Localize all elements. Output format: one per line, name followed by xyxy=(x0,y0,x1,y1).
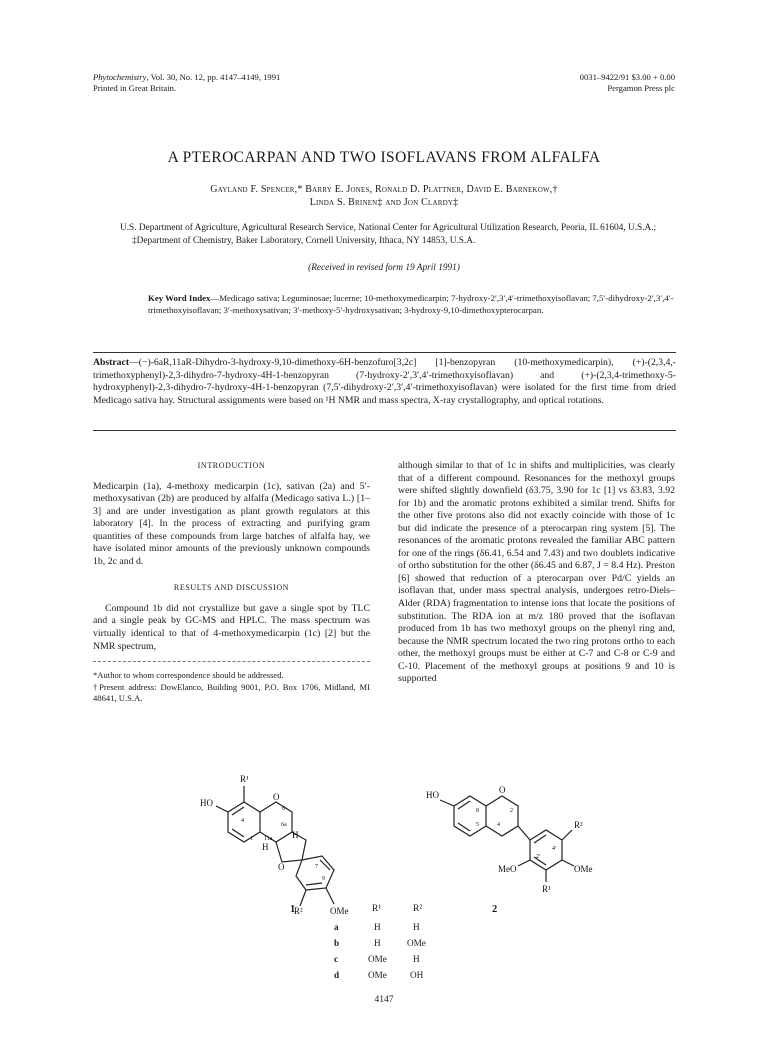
table-row-d-r1: OMe xyxy=(368,970,387,980)
abstract-top-rule xyxy=(93,352,676,353)
introduction-text: Medicarpin (1a), 4-methoxy medicarpin (1c), sativan (2a) and 5′-methoxysativan (2b) are produced by alfalfa (Medicago sativa L.) [1–3] and are under investigation as plant growth regulators at this laboratory [4]. In the process of extracting and purifying gram quantities of these compounds from large batches of alfalfa hay, we have isolated minor amounts of the previously unknown compounds 1b, 2c and d. xyxy=(93,480,370,567)
s2-label-o: O xyxy=(499,785,506,795)
s1-label-h1: H xyxy=(292,830,299,840)
printed-note: Printed in Great Britain. xyxy=(93,83,177,93)
pterocarpan-skeleton xyxy=(216,786,334,906)
s2-label-r2: R² xyxy=(574,820,583,830)
isoflavan-skeleton xyxy=(440,796,574,882)
s2-num-5: 5 xyxy=(476,822,479,828)
s1-num-11a: 11a xyxy=(264,836,273,842)
s1-label-ome: OMe xyxy=(330,906,349,916)
right-column-text: although similar to that of 1c in shifts and multiplicities, was clearly that of a different compound. Resonances for the methoxyl groups were shifted slightly downfield (δ3.75, 3.90 for 1c [1] vs δ3.83, 3.92 for 1b) and the aromatic protons exhibited a similar trend. Shifts for the other five protons also did not exactly coincide with those of 1c but did indicate the presence of a pterocarpan ring system [5]. The resonances of the aromatic protons revealed the familiar ABC pattern for one of the rings (δ6.41, 6.54 and 7.43) and two doublets indicative of ortho substitution for the other (δ6.45 and 6.87, J = 8.4 Hz). Preston [6] showed that reduction of a pterocarpan over Pd/C yields an isoflavan that, under mass spectral analysis, undergoes retro-Diels–Alder (RDA) fragmentation to intense ions that locate the positions of substitution. The RDA ion at m/z 180 proved that the isoflavan produced from 1b has two methoxyl groups on the phenyl ring and, because the NMR spectrum located the two ring protons ortho to each other, the methoxyl groups must be either at C-7 and C-8 or C-9 and C-10. Placement of the methoxyl groups at positions 9 and 10 is supported xyxy=(398,460,675,685)
journal-name: Phytochemistry xyxy=(93,72,147,82)
table-row-a-id: a xyxy=(334,922,339,932)
compound-1-label: 1 xyxy=(290,904,296,915)
s1-num-7: 7 xyxy=(315,864,318,870)
s2-label-r1: R¹ xyxy=(542,884,551,894)
footnote-author: *Author to whom correspondence should be addressed. xyxy=(93,670,284,681)
table-row-d-r2: OH xyxy=(410,970,424,980)
results-heading: RESULTS AND DISCUSSION xyxy=(173,583,290,593)
s1-label-o2: O xyxy=(278,862,285,872)
keyword-text: —Medicago sativa; Leguminosae; lucerne; 10-methoxymedicarpin; 7-hydroxy-2′,3′,4′-trimethoxyisoflavan; 7,5′-dihydroxy-2′,3′,4′-trimethoxyisoflavan; 3′-methoxysativan; 3′-methoxy-5′-hydroxysativan; 3-hydroxy-9,10-dimethoxypterocarpan. xyxy=(148,293,674,315)
table-header-r2: R² xyxy=(413,904,423,914)
s1-label-r2: R² xyxy=(294,906,303,916)
footnote-present-address: †Present address: DowElanco, Building 9001, P.O. Box 1706, Midland, MI 48641, U.S.A. xyxy=(93,681,370,704)
author-list xyxy=(0,183,768,209)
s1-num-9: 9 xyxy=(322,876,325,882)
abstract-label: Abstract xyxy=(93,357,130,368)
s1-num-6: 6 xyxy=(282,806,285,812)
compound-2-label: 2 xyxy=(492,904,498,915)
s1-label-ho: HO xyxy=(200,798,213,808)
journal-header xyxy=(93,72,280,94)
paper-title: A PTEROCARPAN AND TWO ISOFLAVANS FROM ALFALFA xyxy=(167,149,601,166)
table-row-a-r1: H xyxy=(374,922,381,932)
publisher-header xyxy=(580,72,675,94)
issn-code: 0031–9422/91 $3.00 + 0.00 xyxy=(579,72,675,82)
s1-num-1: 1 xyxy=(250,836,253,842)
s2-num-8: 8 xyxy=(476,808,479,814)
table-row-c-r2: H xyxy=(413,954,420,964)
s1-label-r1: R¹ xyxy=(240,774,249,784)
table-row-b-r2: OMe xyxy=(407,938,426,948)
publisher-name: Pergamon Press plc xyxy=(607,83,675,93)
left-column xyxy=(93,460,370,705)
abstract xyxy=(93,357,676,407)
results-text: Compound 1b did not crystallize but gave a single spot by TLC and a single peak by GC-MS and HPLC. The mass spectrum was virtually identical to that of 4-methoxymedicarpin (1c) [2] but the NMR spectrum, xyxy=(93,602,370,652)
s1-label-h2: H xyxy=(262,842,269,852)
received-date: (Received in revised form 19 April 1991) xyxy=(308,263,460,273)
s2-label-meo: MeO xyxy=(498,864,517,874)
table-row-c-r1: OMe xyxy=(368,954,387,964)
s2-label-ome: OMe xyxy=(574,864,593,874)
page-number: 4147 xyxy=(374,995,394,1005)
table-row-d-id: d xyxy=(334,970,340,980)
table-row-c-id: c xyxy=(334,954,339,964)
table-row-b-id: b xyxy=(334,938,340,948)
s1-label-o1: O xyxy=(273,792,280,802)
abstract-text: —(−)-6aR,11aR-Dihydro-3-hydroxy-9,10-dimethoxy-6H-benzofuro[3,2c] [1]-benzopyran (10-methoxymedicarpin), (+)-(2,3,4,-trimethoxyphenyl)-2,3-dihydro-7-hydroxy-4H-1-benzopyran (7-hydroxy-2′,3′,4′-trimethoxyisoflavan) and (+)-(2,3,4-trimethoxy-5-hydroxyphenyl)-2,3-dihydro-7-hydroxy-4H-1-benzopyran (7,5′-dihydroxy-2′,3′,4′-trimethoxyisoflavan) were isolated for the first time from dried Medicago sativa hay. Structural assignments were based on ¹H NMR and mass spectra, X-ray crystallography, and optical rotations. xyxy=(93,357,676,406)
s2-label-ho: HO xyxy=(426,790,439,800)
introduction-heading: INTRODUCTION xyxy=(197,461,266,470)
s2-num-2prime: 2′ xyxy=(536,854,541,860)
keyword-index xyxy=(148,292,678,316)
footnote-rule xyxy=(93,661,370,662)
table-header-r1: R¹ xyxy=(372,904,382,914)
s1-num-6a: 6a xyxy=(281,822,287,828)
journal-citation: , Vol. 30, No. 12, pp. 4147–4149, 1991 xyxy=(146,72,281,82)
s2-num-2: 2 xyxy=(510,808,513,814)
abstract-bottom-rule xyxy=(93,430,676,431)
s1-num-4: 4 xyxy=(241,818,244,824)
structure-labels xyxy=(200,774,593,916)
table-row-a-r2: H xyxy=(413,922,420,932)
s2-num-4prime: 4′ xyxy=(552,846,557,852)
authors-line-1: Gayland F. Spencer,* Barry E. Jones, Ronald D. Plattner, David E. Barnekow,† xyxy=(210,184,558,195)
s2-num-4: 4 xyxy=(497,822,500,828)
right-column xyxy=(398,460,675,686)
authors-line-2: Linda S. Brinen‡ and Jon Clardy‡ xyxy=(309,197,459,208)
table-row-b-r1: H xyxy=(374,938,381,948)
affiliation: U.S. Department of Agriculture, Agricultural Research Service, National Center for Agricultural Utilization Research, Peoria, IL 61604, U.S.A.; ‡Department of Chemistry, Baker Laboratory, Cornell University, Ithaca, NY 14853, U.S.A. xyxy=(120,223,657,246)
keyword-label: Key Word Index xyxy=(148,293,211,303)
